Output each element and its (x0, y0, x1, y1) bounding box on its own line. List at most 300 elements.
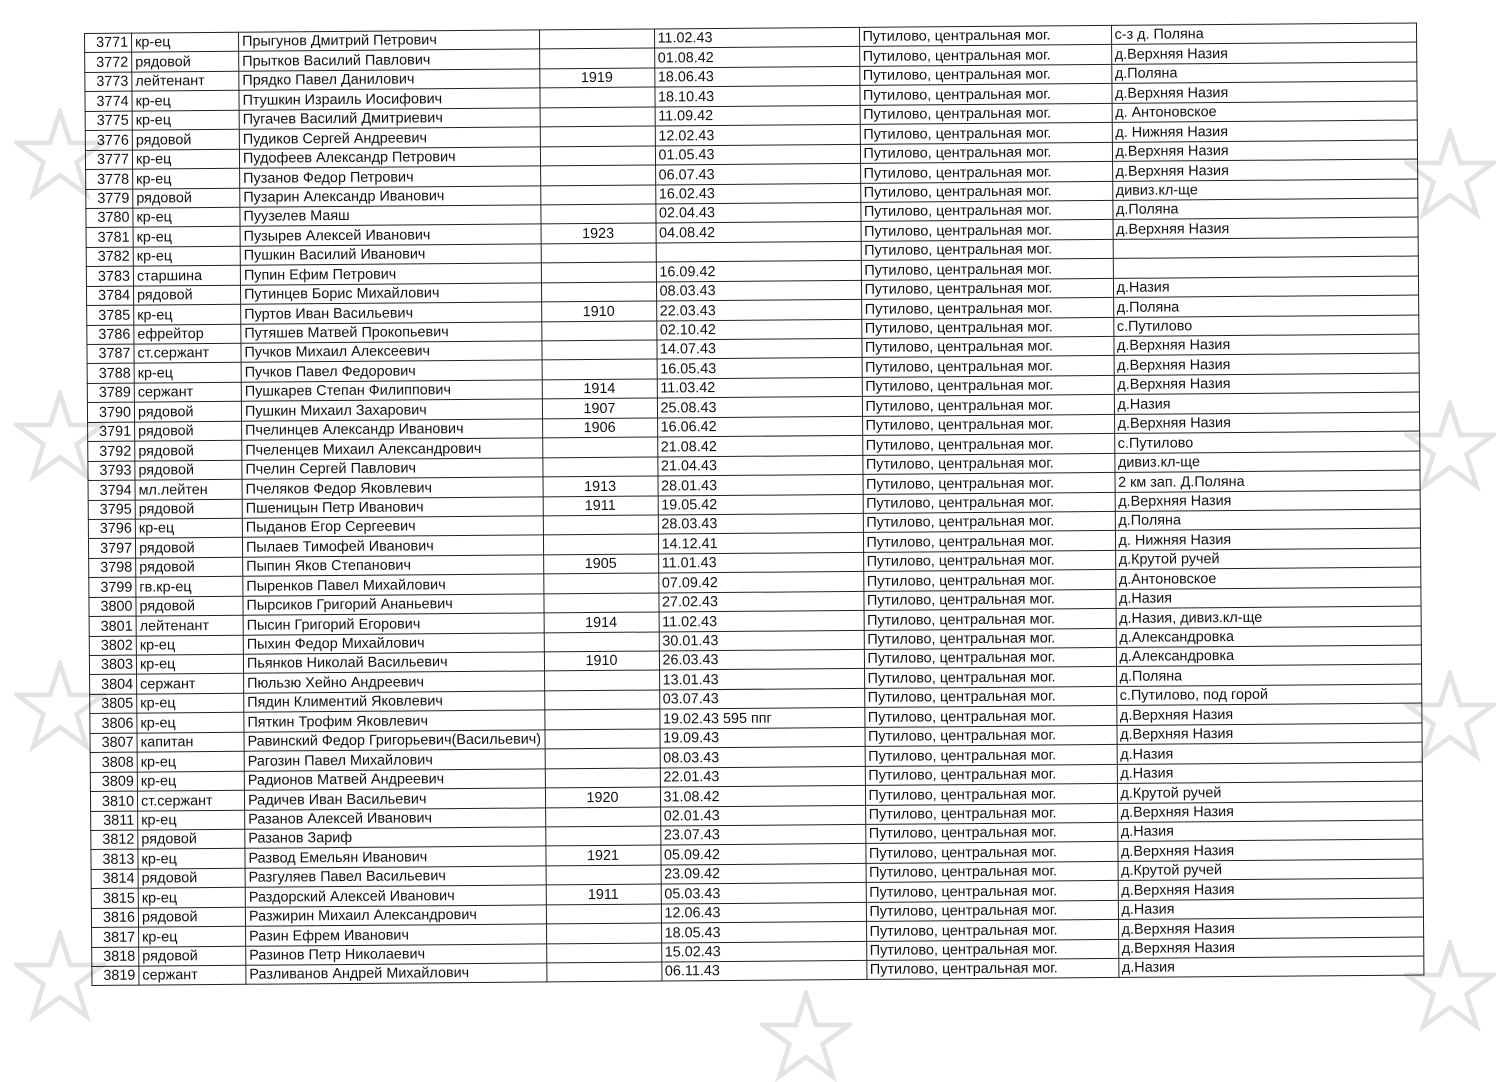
death-date-cell: 19.02.43 595 ппг (659, 708, 864, 729)
death-location-cell: д.Верхняя Назия (1117, 801, 1422, 823)
burial-place-cell: Путилово, центральная мог. (866, 900, 1118, 921)
death-location-cell: д.Поляна (1111, 62, 1416, 84)
death-location-cell: д.Верхняя Назия (1118, 917, 1423, 939)
name-cell: Разгуляев Павел Васильевич (245, 866, 546, 888)
burial-place-cell: Путилово, центральная мог. (864, 647, 1116, 668)
death-date-cell: 05.09.42 (660, 844, 865, 865)
birth-year-cell (540, 107, 655, 127)
death-date-cell: 19.09.43 (659, 727, 864, 748)
birth-year-cell (546, 904, 661, 924)
death-date-cell: 16.02.43 (655, 183, 860, 204)
birth-year-cell (545, 806, 660, 826)
row-number: 3785 (87, 305, 134, 325)
name-cell: Рагозин Павел Михайлович (244, 749, 545, 771)
birth-year-cell: 1919 (539, 68, 654, 88)
birth-year-cell: 1907 (542, 398, 657, 418)
death-location-cell: д.Верхняя Назия (1114, 373, 1419, 395)
rank-cell: кр-ец (133, 227, 240, 247)
name-cell: Пучков Павел Федорович (241, 360, 542, 382)
birth-year-cell: 1921 (545, 845, 660, 865)
row-number: 3815 (91, 888, 138, 908)
rank-cell: кр-ец (138, 849, 245, 869)
death-date-cell: 15.02.43 (661, 941, 866, 962)
name-cell: Пузырев Алексей Иванович (240, 224, 541, 246)
row-number: 3813 (91, 849, 138, 869)
birth-year-cell: 1906 (542, 418, 657, 438)
birth-year-cell (541, 321, 656, 341)
name-cell: Пысин Григорий Егорович (243, 613, 544, 635)
death-location-cell: д.Верхняя Назия (1118, 878, 1423, 900)
birth-year-cell (546, 943, 661, 963)
death-date-cell: 02.10.42 (656, 319, 861, 340)
watermark-star-icon (760, 990, 852, 1082)
death-date-cell: 07.09.42 (658, 572, 863, 593)
death-location-cell: д.Верхняя Назия (1111, 42, 1416, 64)
death-location-cell (1113, 256, 1418, 278)
row-number: 3811 (91, 811, 138, 831)
row-number: 3810 (90, 791, 137, 811)
name-cell: Разанов Алексей Иванович (245, 807, 546, 829)
birth-year-cell (540, 146, 655, 166)
death-date-cell: 19.05.42 (658, 494, 863, 515)
death-location-cell: д.Верхняя Назия (1112, 217, 1417, 239)
death-location-cell: дивиз.кл-ще (1112, 179, 1417, 201)
row-number: 3794 (88, 480, 135, 500)
birth-year-cell (539, 29, 654, 49)
death-date-cell: 06.11.43 (661, 960, 866, 981)
burial-place-cell: Путилово, центральная мог. (860, 161, 1112, 182)
rank-cell: рядовой (138, 829, 245, 849)
birth-year-cell (541, 282, 656, 302)
rank-cell: рядовой (133, 285, 240, 305)
death-location-cell: д.Назия (1117, 762, 1422, 784)
name-cell: Радичев Иван Васильевич (244, 788, 545, 810)
name-cell: Раздорский Алексей Иванович (245, 885, 546, 907)
birth-year-cell: 1911 (543, 496, 658, 516)
name-cell: Пядин Климентий Яковлевич (244, 691, 545, 713)
birth-year-cell: 1910 (541, 301, 656, 321)
row-number: 3798 (89, 558, 136, 578)
name-cell: Пузарин Александр Иванович (240, 185, 541, 207)
burial-place-cell: Путилово, центральная мог. (862, 375, 1114, 396)
row-number: 3802 (89, 636, 136, 656)
name-cell: Пуузелев Маяш (240, 205, 541, 227)
death-location-cell: дивиз.кл-ще (1114, 451, 1419, 473)
death-date-cell: 21.08.42 (657, 436, 862, 457)
rank-cell: кр-ец (133, 207, 240, 227)
name-cell: Развод Емельян Иванович (245, 846, 546, 868)
row-number: 3814 (91, 869, 138, 889)
death-location-cell: д.Верхняя Назия (1115, 490, 1420, 512)
name-cell: Птушкин Израиль Иосифович (239, 88, 540, 110)
death-date-cell: 27.02.43 (658, 591, 863, 612)
death-location-cell: д.Антоновское (1115, 567, 1420, 589)
row-number: 3776 (85, 130, 132, 150)
rank-cell: кр-ец (134, 363, 241, 383)
death-date-cell: 23.07.43 (660, 824, 865, 845)
death-date-cell: 26.03.43 (659, 649, 864, 670)
death-date-cell: 16.05.43 (657, 358, 862, 379)
rank-cell: рядовой (135, 421, 242, 441)
death-location-cell: д.Крутой ручей (1117, 781, 1422, 803)
birth-year-cell: 1914 (542, 379, 657, 399)
row-number: 3804 (90, 675, 137, 695)
row-number: 3779 (86, 189, 133, 209)
burial-place-cell: Путилово, центральная мог. (863, 589, 1115, 610)
row-number: 3788 (87, 364, 134, 384)
burial-place-cell: Путилово, центральная мог. (864, 725, 1116, 746)
birth-year-cell (540, 204, 655, 224)
burial-place-cell: Путилово, центральная мог. (863, 550, 1115, 571)
rank-cell: рядовой (134, 402, 241, 422)
row-number: 3774 (85, 91, 132, 111)
burial-place-cell: Путилово, центральная мог. (863, 531, 1115, 552)
death-location-cell: д.Назия (1115, 587, 1420, 609)
burial-place-cell: Путилово, центральная мог. (861, 317, 1113, 338)
death-date-cell: 18.06.43 (654, 66, 859, 87)
name-cell: Разливанов Андрей Михайлович (246, 963, 547, 985)
row-number: 3787 (87, 344, 134, 364)
rank-cell: рядовой (139, 946, 246, 966)
rank-cell: рядовой (135, 440, 242, 460)
birth-year-cell (541, 243, 656, 263)
row-number: 3792 (88, 441, 135, 461)
row-number: 3801 (89, 616, 136, 636)
name-cell: Пчеленцев Михаил Александрович (242, 438, 543, 460)
name-cell: Радионов Матвей Андреевич (244, 769, 545, 791)
burial-place-cell: Путилово, центральная мог. (861, 239, 1113, 260)
name-cell: Равинский Федор Григорьевич(Васильевич) (244, 730, 545, 752)
death-date-cell: 28.03.43 (658, 513, 863, 534)
name-cell: Разинов Петр Николаевич (246, 943, 547, 965)
row-number: 3786 (87, 325, 134, 345)
birth-year-cell (539, 48, 654, 68)
rank-cell: кр-ец (133, 246, 240, 266)
burial-place-cell: Путилово, центральная мог. (863, 492, 1115, 513)
burial-place-cell: Путилово, центральная мог. (866, 861, 1118, 882)
birth-year-cell: 1913 (543, 476, 658, 496)
death-date-cell: 02.04.43 (655, 202, 860, 223)
death-location-cell: д.Верхняя Назия (1114, 412, 1419, 434)
birth-year-cell (542, 457, 657, 477)
name-cell: Разжирин Михаил Александрович (245, 905, 546, 927)
rank-cell: гв.кр-ец (136, 577, 243, 597)
name-cell: Пуртов Иван Васильевич (241, 302, 542, 324)
burial-place-cell: Путилово, центральная мог. (866, 939, 1118, 960)
rank-cell: кр-ец (137, 693, 244, 713)
birth-year-cell (540, 165, 655, 185)
rank-cell: рядовой (136, 557, 243, 577)
burial-place-cell: Путилово, центральная мог. (860, 123, 1112, 144)
birth-year-cell (545, 768, 660, 788)
birth-year-cell: 1920 (545, 787, 660, 807)
death-location-cell: д.Назия (1113, 276, 1418, 298)
row-number: 3784 (86, 286, 133, 306)
burial-place-cell: Путилово, центральная мог. (866, 920, 1118, 941)
death-location-cell: д.Назия (1118, 898, 1423, 920)
birth-year-cell (543, 573, 658, 593)
rank-cell: рядовой (135, 538, 242, 558)
name-cell: Путинцев Борис Михайлович (240, 283, 541, 305)
rank-cell: кр-ец (136, 635, 243, 655)
birth-year-cell (544, 632, 659, 652)
birth-year-cell (540, 126, 655, 146)
burial-place-cell: Путилово, центральная мог. (865, 803, 1117, 824)
birth-year-cell (544, 690, 659, 710)
row-number: 3772 (85, 53, 132, 73)
name-cell: Пырсиков Григорий Ананьевич (243, 594, 544, 616)
birth-year-cell (542, 437, 657, 457)
birth-year-cell (542, 359, 657, 379)
row-number: 3800 (89, 597, 136, 617)
rank-cell: ст.сержант (134, 343, 241, 363)
row-number: 3795 (88, 500, 135, 520)
name-cell: Пушкин Василий Иванович (240, 244, 541, 266)
burial-place-cell: Путилово, центральная мог. (859, 25, 1111, 46)
burial-place-cell: Путилово, центральная мог. (865, 745, 1117, 766)
burial-place-cell: Путилово, центральная мог. (860, 142, 1112, 163)
name-cell: Пушкин Михаил Захарович (241, 399, 542, 421)
birth-year-cell (545, 826, 660, 846)
death-location-cell: с.Путилово (1114, 431, 1419, 453)
burial-place-cell: Путилово, центральная мог. (866, 881, 1118, 902)
death-location-cell: с.Путилово, под горой (1116, 684, 1421, 706)
burial-place-cell: Путилово, центральная мог. (860, 181, 1112, 202)
burial-place-cell: Путилово, центральная мог. (862, 356, 1114, 377)
death-location-cell: д.Поляна (1113, 295, 1418, 317)
rank-cell: рядовой (135, 460, 242, 480)
name-cell: Пчеляков Федор Яковлевич (242, 477, 543, 499)
name-cell: Пылаев Тимофей Иванович (242, 535, 543, 557)
row-number: 3806 (90, 713, 137, 733)
rank-cell: кр-ец (136, 654, 243, 674)
rank-cell: рядовой (132, 129, 239, 149)
death-location-cell: 2 км зап. Д.Поляна (1114, 470, 1419, 492)
death-location-cell: д.Назия (1114, 392, 1419, 414)
death-location-cell: д.Крутой ручей (1115, 548, 1420, 570)
birth-year-cell (543, 534, 658, 554)
burial-place-cell: Путилово, центральная мог. (859, 45, 1111, 66)
burial-place-cell: Путилово, центральная мог. (860, 103, 1112, 124)
row-number: 3775 (85, 111, 132, 131)
row-number: 3817 (92, 927, 139, 947)
birth-year-cell (545, 748, 660, 768)
burial-place-cell: Путилово, центральная мог. (859, 84, 1111, 105)
row-number: 3805 (90, 694, 137, 714)
rank-cell: сержант (134, 382, 241, 402)
row-number: 3781 (86, 227, 133, 247)
rank-cell: кр-ец (132, 32, 239, 52)
rank-cell: рядовой (135, 499, 242, 519)
death-location-cell: д.Верхняя Назия (1118, 937, 1423, 959)
rank-cell: капитан (137, 732, 244, 752)
row-number: 3808 (90, 752, 137, 772)
death-date-cell: 14.07.43 (656, 338, 861, 359)
name-cell: Пыхин Федор Михайлович (243, 632, 544, 654)
rank-cell: кр-ец (134, 304, 241, 324)
death-location-cell: д.Верхняя Назия (1116, 703, 1421, 725)
death-date-cell: 01.05.43 (655, 144, 860, 165)
burial-place-cell: Путилово, центральная мог. (862, 414, 1114, 435)
row-number: 3797 (88, 538, 135, 558)
death-date-cell: 25.08.43 (657, 397, 862, 418)
death-location-cell: д.Александровка (1116, 645, 1421, 667)
death-date-cell: 11.02.43 (654, 27, 859, 48)
death-location-cell: д.Поляна (1116, 664, 1421, 686)
death-location-cell: д.Поляна (1112, 198, 1417, 220)
row-number: 3812 (91, 830, 138, 850)
death-location-cell: д.Поляна (1115, 509, 1420, 531)
birth-year-cell (546, 923, 661, 943)
burial-place-cell: Путилово, центральная мог. (861, 220, 1113, 241)
rank-cell: кр-ец (132, 149, 239, 169)
row-number: 3771 (85, 33, 132, 53)
burial-place-cell: Путилово, центральная мог. (863, 570, 1115, 591)
death-date-cell: 21.04.43 (657, 455, 862, 476)
row-number: 3791 (88, 422, 135, 442)
death-location-cell: д.Крутой ручей (1118, 859, 1423, 881)
rank-cell: рядовой (138, 868, 245, 888)
burial-place-cell: Путилово, центральная мог. (863, 511, 1115, 532)
burial-place-cell: Путилово, центральная мог. (865, 783, 1117, 804)
death-date-cell: 18.05.43 (661, 922, 866, 943)
death-date-cell: 08.03.43 (656, 280, 861, 301)
birth-year-cell (541, 340, 656, 360)
burial-place-cell: Путилово, центральная мог. (864, 706, 1116, 727)
birth-year-cell: 1911 (546, 884, 661, 904)
birth-year-cell (546, 962, 661, 982)
burial-place-cell: Путилово, центральная мог. (862, 472, 1114, 493)
birth-year-cell (543, 515, 658, 535)
rank-cell: лейтенант (132, 71, 239, 91)
name-cell: Пучков Михаил Алексеевич (241, 341, 542, 363)
birth-year-cell (543, 593, 658, 613)
register-sheet (84, 23, 1424, 987)
rank-cell: ст.сержант (137, 790, 244, 810)
rank-cell: кр-ец (132, 91, 239, 111)
birth-year-cell: 1914 (544, 612, 659, 632)
name-cell: Разин Ефрем Иванович (246, 924, 547, 946)
burial-place-cell: Путилово, центральная мог. (862, 395, 1114, 416)
birth-year-cell: 1923 (541, 223, 656, 243)
burial-place-cell: Путилово, центральная мог. (862, 434, 1114, 455)
row-number: 3818 (92, 947, 139, 967)
row-number: 3790 (87, 402, 134, 422)
death-location-cell: д. Антоновское (1112, 101, 1417, 123)
death-date-cell: 12.02.43 (655, 125, 860, 146)
rank-cell: кр-ец (137, 713, 244, 733)
rank-cell: кр-ец (137, 771, 244, 791)
death-date-cell: 18.10.43 (654, 86, 859, 107)
birth-year-cell (544, 729, 659, 749)
row-number: 3819 (92, 966, 139, 986)
birth-year-cell (541, 262, 656, 282)
name-cell: Пчелин Сергей Павлович (242, 458, 543, 480)
rank-cell: кр-ец (139, 926, 246, 946)
birth-year-cell (544, 670, 659, 690)
row-number: 3778 (86, 169, 133, 189)
birth-year-cell (539, 87, 654, 107)
burial-place-cell: Путилово, центральная мог. (862, 453, 1114, 474)
row-number: 3796 (88, 519, 135, 539)
birth-year-cell (546, 865, 661, 885)
death-date-cell: 31.08.42 (660, 785, 865, 806)
death-location-cell: д.Назия, дивиз.кл-ще (1116, 606, 1421, 628)
death-date-cell: 04.08.42 (656, 222, 861, 243)
name-cell: Разанов Зариф (245, 827, 546, 849)
death-date-cell: 30.01.43 (659, 630, 864, 651)
rank-cell: ефрейтор (134, 324, 241, 344)
death-location-cell: д.Верхняя Назия (1114, 353, 1419, 375)
rank-cell: кр-ец (138, 888, 245, 908)
death-location-cell: д.Верхняя Назия (1112, 140, 1417, 162)
death-location-cell (1113, 237, 1418, 259)
birth-year-cell (544, 709, 659, 729)
burial-place-cell: Путилово, центральная мог. (866, 958, 1118, 979)
death-date-cell: 22.01.43 (660, 766, 865, 787)
death-date-cell: 03.07.43 (659, 688, 864, 709)
death-location-cell: д.Назия (1118, 956, 1423, 978)
death-date-cell: 06.07.43 (655, 163, 860, 184)
row-number: 3803 (89, 655, 136, 675)
death-date-cell: 28.01.43 (657, 474, 862, 495)
death-date-cell: 14.12.41 (658, 533, 863, 554)
register-table-body (85, 23, 1424, 986)
rank-cell: лейтенант (136, 615, 243, 635)
rank-cell: кр-ец (135, 518, 242, 538)
rank-cell: кр-ец (138, 810, 245, 830)
death-location-cell: д.Верхняя Назия (1112, 159, 1417, 181)
death-date-cell: 11.01.43 (658, 552, 863, 573)
death-date-cell: 08.03.43 (660, 747, 865, 768)
burial-place-cell: Путилово, центральная мог. (861, 259, 1113, 280)
death-location-cell: д.Верхняя Назия (1113, 334, 1418, 356)
birth-year-cell (540, 185, 655, 205)
name-cell: Путяшев Матвей Прокопьевич (241, 321, 542, 343)
death-location-cell: д.Верхняя Назия (1117, 839, 1422, 861)
rank-cell: рядовой (136, 596, 243, 616)
death-location-cell: д.Верхняя Назия (1116, 723, 1421, 745)
death-date-cell: 16.06.42 (657, 416, 862, 437)
rank-cell: кр-ец (137, 751, 244, 771)
burial-place-cell: Путилово, центральная мог. (864, 667, 1116, 688)
name-cell: Пугачев Василий Дмитриевич (239, 108, 540, 130)
burial-place-cell: Путилово, центральная мог. (864, 686, 1116, 707)
rank-cell: кр-ец (132, 110, 239, 130)
row-number: 3777 (85, 150, 132, 170)
burial-place-cell: Путилово, центральная мог. (865, 842, 1117, 863)
row-number: 3773 (85, 72, 132, 92)
burial-place-cell: Путилово, центральная мог. (865, 764, 1117, 785)
name-cell: Пушкарев Степан Филиппович (241, 380, 542, 402)
burial-place-cell: Путилово, центральная мог. (860, 200, 1112, 221)
name-cell: Прядко Павел Данилович (239, 69, 540, 91)
death-date-cell: 22.03.43 (656, 300, 861, 321)
burial-place-cell: Путилово, центральная мог. (861, 278, 1113, 299)
name-cell: Пюльзю Хейно Андреевич (244, 671, 545, 693)
row-number: 3783 (86, 266, 133, 286)
birth-year-cell: 1910 (544, 651, 659, 671)
burial-place-cell: Путилово, центральная мог. (861, 298, 1113, 319)
burial-place-cell: Путилово, центральная мог. (861, 336, 1113, 357)
name-cell: Пшеницын Петр Иванович (242, 496, 543, 518)
name-cell: Прыгунов Дмитрий Петрович (238, 30, 539, 52)
death-location-cell: д.Назия (1117, 820, 1422, 842)
row-number: 3807 (90, 733, 137, 753)
name-cell: Пудиков Сергей Андреевич (239, 127, 540, 149)
burial-register-table (84, 23, 1424, 987)
name-cell: Пяткин Трофим Яковлевич (244, 710, 545, 732)
